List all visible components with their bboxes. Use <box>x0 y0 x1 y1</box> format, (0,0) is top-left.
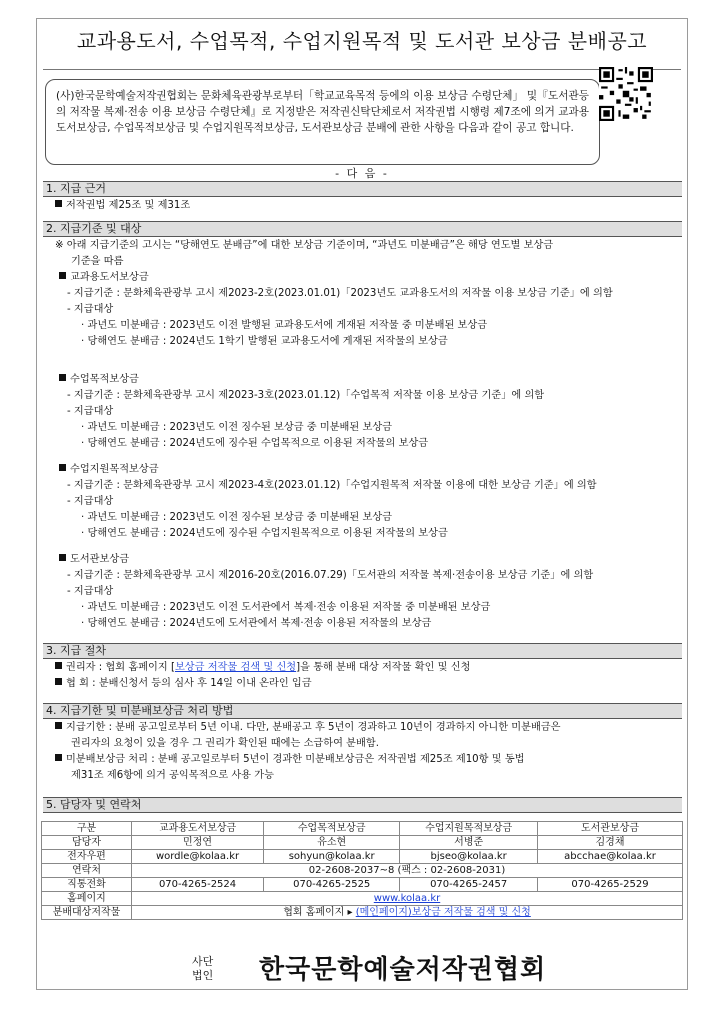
block-title: 교과용도서보상금 <box>59 271 149 285</box>
table-row <box>42 822 683 836</box>
block-current: · 당해연도 분배금 : 2024년도 1학기 발행된 교과용도서에 게재된 저작물의 보상금 <box>81 336 448 347</box>
square-bullet-icon <box>55 678 62 685</box>
square-bullet-icon <box>55 722 62 729</box>
square-bullet-icon <box>55 200 62 207</box>
table-cell: 연락처 <box>42 864 132 878</box>
contact-table <box>41 821 683 920</box>
block-criteria: - 지급기준 : 문화체육관광부 고시 제2023-4호(2023.01.12)「수업지원목적 저작물 이용에 대한 보상금 기준」에 의함 <box>67 480 597 491</box>
square-bullet-icon <box>59 464 66 471</box>
table-row <box>42 878 683 892</box>
block-target: - 지급대상 <box>67 304 114 315</box>
s3-line-2: 협 회 : 분배신청서 등의 심사 후 14일 이내 온라인 입금 <box>55 677 312 691</box>
table-cell <box>132 892 683 906</box>
section-3-header: 3. 지급 절차 <box>43 643 682 659</box>
block-current: · 당해연도 분배금 : 2024년도에 징수된 수업목적으로 이용된 저작물의 보상금 <box>81 438 429 449</box>
page-title: 교과용도서, 수업목적, 수업지원목적 및 도서관 보상금 분배공고 <box>76 29 648 53</box>
block-past: · 과년도 미분배금 : 2023년도 이전 도서관에서 복제·전송 이용된 저작물 중 미분배된 보상금 <box>81 602 491 613</box>
table-row <box>42 906 683 920</box>
s2-note-2: 기준을 따름 <box>71 256 124 267</box>
table-row <box>42 850 683 864</box>
block-title: 수업목적보상금 <box>59 373 139 387</box>
qr-block[interactable] <box>594 63 658 149</box>
table-row <box>42 836 683 850</box>
dagum-label: - 다 음 - <box>335 167 389 180</box>
block-past: · 과년도 미분배금 : 2023년도 이전 징수된 보상금 중 미분배된 보상금 <box>81 422 393 433</box>
title-divider <box>43 69 681 70</box>
s4-a1: 지급기한 : 분배 공고일로부터 5년 이내. 다만, 분배공고 후 5년이 경과하고 10년이 경과하지 아니한 미분배금은 <box>55 721 561 735</box>
qr-code-icon[interactable] <box>599 67 653 121</box>
section-4-header: 4. 지급기한 및 미분배보상금 처리 방법 <box>43 703 682 719</box>
table-cell: 구분 <box>42 822 132 836</box>
block-criteria: - 지급기준 : 문화체육관광부 고시 제2016-20호(2016.07.29)「도서관의 저작물 복제·전송이용 보상금 기준」에 의함 <box>67 570 594 581</box>
square-bullet-icon <box>59 272 66 279</box>
table-cell: 김경채 <box>538 836 683 850</box>
s4-b1: 미분배보상금 처리 : 분배 공고일로부터 5년이 경과한 미분배보상금은 저작권법 제25조 제10항 및 동법 <box>55 753 525 767</box>
square-bullet-icon <box>55 754 62 761</box>
block-target: - 지급대상 <box>67 586 114 597</box>
table-cell: 서병준 <box>400 836 538 850</box>
organization-name: 한국문학예술저작권협회 <box>259 955 547 985</box>
block-criteria: - 지급기준 : 문화체육관광부 고시 제2023-2호(2023.01.01)「2023년도 교과용도서의 저작물 이용 보상금 기준」에 의함 <box>67 288 613 299</box>
block-target: - 지급대상 <box>67 496 114 507</box>
section-1-header: 1. 지급 근거 <box>43 181 682 197</box>
table-cell: 민정연 <box>132 836 264 850</box>
table-cell: 02-2608-2037~8 (팩스 : 02-2608-2031) <box>132 864 683 878</box>
email-cell[interactable]: abcchae@kolaa.kr <box>538 850 683 864</box>
table-cell: 전자우편 <box>42 850 132 864</box>
notice-frame <box>36 18 688 990</box>
block-past: · 과년도 미분배금 : 2023년도 이전 징수된 보상금 중 미분배된 보상금 <box>81 512 393 523</box>
s1-line: 저작권법 제25조 및 제31조 <box>55 199 190 213</box>
section-2-header: 2. 지급기준 및 대상 <box>43 221 682 237</box>
table-cell: 협회 홈페이지 ▸ (메인페이지)보상금 저작물 검색 및 신청 <box>132 906 683 920</box>
table-cell: 070-4265-2525 <box>264 878 400 892</box>
email-cell[interactable]: bjseo@kolaa.kr <box>400 850 538 864</box>
s2-note-1: ※ 아래 지급기준의 고시는 “당해연도 분배금”에 대한 보상금 기준이며, “과년도 미분배금”은 해당 연도별 보상금 <box>55 240 554 251</box>
table-cell: 담당자 <box>42 836 132 850</box>
block-past: · 과년도 미분배금 : 2023년도 이전 발행된 교과용도서에 게재된 저작물 중 미분배된 보상금 <box>81 320 488 331</box>
block-current: · 당해연도 분배금 : 2024년도에 징수된 수업지원목적으로 이용된 저작물의 보상금 <box>81 528 448 539</box>
homepage-link[interactable]: www.kolaa.kr <box>373 893 441 904</box>
table-cell: 직통전화 <box>42 878 132 892</box>
table-cell: 070-4265-2524 <box>132 878 264 892</box>
block-current: · 당해연도 분배금 : 2024년도에 도서관에서 복제·전송 이용된 저작물의 보상금 <box>81 618 432 629</box>
block-title: 수업지원목적보상금 <box>59 463 159 477</box>
table-cell: 유소현 <box>264 836 400 850</box>
table-row <box>42 864 683 878</box>
table-cell: 070-4265-2457 <box>400 878 538 892</box>
table-cell: 수업목적보상금 <box>264 822 400 836</box>
table-cell: 수업지원목적보상금 <box>400 822 538 836</box>
email-cell[interactable]: wordle@kolaa.kr <box>132 850 264 864</box>
square-bullet-icon <box>55 662 62 669</box>
block-criteria: - 지급기준 : 문화체육관광부 고시 제2023-3호(2023.01.12)「수업목적 저작물 이용 보상금 기준」에 의함 <box>67 390 545 401</box>
table-cell: 분배대상저작물 <box>42 906 132 920</box>
table-cell: 도서관보상금 <box>538 822 683 836</box>
s4-a2: 권리자의 요청이 있을 경우 그 권리가 확인된 때에는 소급하여 분배함. <box>71 738 379 749</box>
s4-b2: 제31조 제6항에 의거 공익목적으로 사용 가능 <box>71 770 274 781</box>
email-cell[interactable]: sohyun@kolaa.kr <box>264 850 400 864</box>
table-cell: 교과용도서보상금 <box>132 822 264 836</box>
block-target: - 지급대상 <box>67 406 114 417</box>
intro-box: (사)한국문학예술저작권협회는 문화체육관광부로부터「학교교육목적 등에의 이용 보상금 수령단체」 및『도서관등의 저작물 복제·전송 이용 보상금 수령단체』로 지정받은 저작권신탁단체로서 저작권법 시행령 제7조에 의거 교과용도서보상금, 수업목적보상금 및 수업지원목적보상금, 도서관보상금 분배에 관한 사항을 다음과 같이 공고 합니다. <box>45 79 600 165</box>
block-title: 도서관보상금 <box>59 553 129 567</box>
table-cell: 070-4265-2529 <box>538 878 683 892</box>
main-page-link[interactable]: (메인페이지)보상금 저작물 검색 및 신청 <box>355 907 531 918</box>
corporation-type: 사단 법인 <box>192 955 214 982</box>
table-row <box>42 892 683 906</box>
table-cell: 홈페이지 <box>42 892 132 906</box>
square-bullet-icon <box>59 374 66 381</box>
square-bullet-icon <box>59 554 66 561</box>
s3-line-1: 권리자 : 협회 홈페이지 [보상금 저작물 검색 및 신청]을 통해 분배 대상 저작물 확인 및 신청 <box>55 661 470 675</box>
section-5-header: 5. 담당자 및 연락처 <box>43 797 682 813</box>
search-apply-link[interactable]: 보상금 저작물 검색 및 신청 <box>174 662 297 673</box>
